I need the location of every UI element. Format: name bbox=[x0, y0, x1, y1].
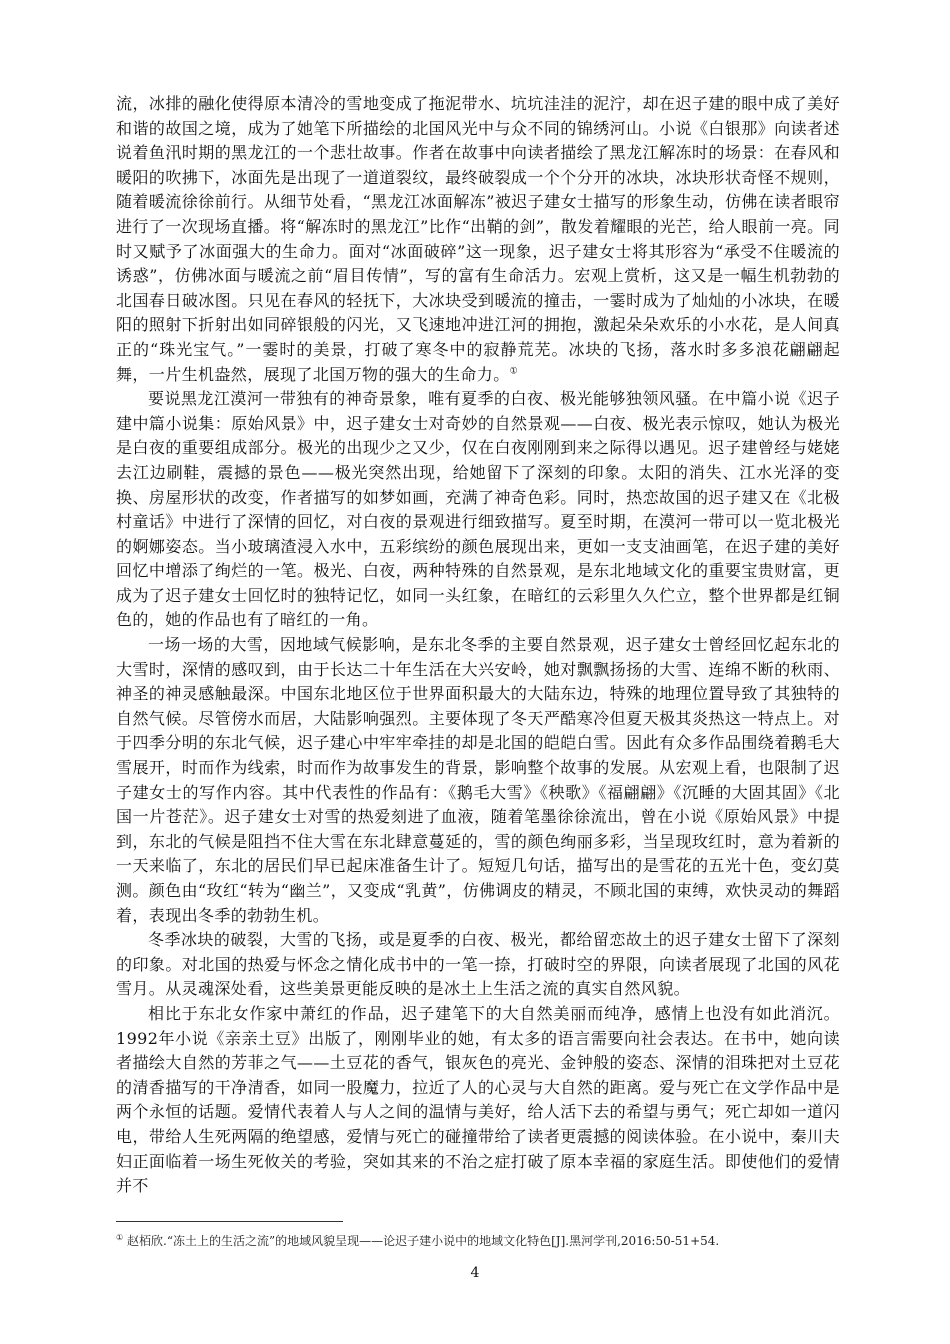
paragraph-2: 要说黑龙江漠河一带独有的神奇景象，唯有夏季的白夜、极光能够独领风骚。在中篇小说《迟子建中篇小说集：原始风景》中，迟子建女士对奇妙的自然景观——白夜、极光表示惊叹，她认为极光是白夜的重要组成部分。极光的出现少之又少，仅在白夜刚刚到来之际得以遇见。迟子建曾经与姥姥去江边刷鞋，震撼的景色——极光突然出现，给她留下了深刻的印象。太阳的消失、江水光泽的变换、房屋形状的改变，作者描写的如梦如画，充满了神奇色彩。同时，热恋故国的迟子建又在《北极村童话》中进行了深情的回忆，对白夜的景观进行细致描写。夏至时期，在漠河一带可以一览北极光的婀娜姿态。当小玻璃渣浸入水中，五彩缤纷的颜色展现出来，更如一支支油画笔，在迟子建的美好回忆中增添了绚烂的一笔。极光、白夜，两种特殊的自然景观，是东北地域文化的重要宝贵财富，更成为了迟子建女士回忆时的独特记忆，如同一头红象，在暗红的云彩里久久伫立，整个世界都是红铜色的，她的作品也有了暗红的一角。 bbox=[116, 389, 840, 630]
paragraph-5: 相比于东北女作家中萧红的作品，迟子建笔下的大自然美丽而纯净，感情上也没有如此消沉。1992年小说《亲亲土豆》出版了，刚刚毕业的她，有太多的语言需要向社会表达。在书中，她向读者描绘大自然的芳菲之气——土豆花的香气，银灰色的亮光、金钟般的姿态、深情的泪珠把对土豆花的清香描写的干净清香，如同一股魔力，拉近了人的心灵与大自然的距离。爱与死亡在文学作品中是两个永恒的话题。爱情代表着人与人之间的温情与美好，给人活下去的希望与勇气；死亡却如一道闪电，带给人生死两隔的绝望感，爱情与死亡的碰撞带给了读者更震撼的阅读体验。在小说中，秦川夫妇正面临着一场生死攸关的考验，突如其来的不治之症打破了原本幸福的家庭生活。即使他们的爱情并不 bbox=[116, 1003, 840, 1196]
footnote-mark: ① bbox=[116, 1233, 124, 1242]
footnote bbox=[116, 1233, 856, 1249]
body-text bbox=[116, 92, 840, 1199]
paragraph-4: 冬季冰块的破裂，大雪的飞扬，或是夏季的白夜、极光，都给留恋故土的迟子建女士留下了深刻的印象。对北国的热爱与怀念之情化成书中的一笔一捺，打破时空的界限，向读者展现了北国的风花雪月。从灵魂深处看，这些美景更能反映的是冰土上生活之流的真实自然风貌。 bbox=[116, 930, 840, 999]
footnote-text: 赵栢欣.“冻土上的生活之流”的地域风貌呈现——论迟子建小说中的地域文化特色[J].黑河学刊,2016:50-51+54. bbox=[127, 1234, 720, 1248]
footnote-separator bbox=[116, 1221, 343, 1222]
page-number: 4 bbox=[470, 1265, 480, 1281]
paragraph-1 bbox=[116, 92, 840, 387]
paragraph-1-text: 流，冰排的融化使得原本清冷的雪地变成了拖泥带水、坑坑洼洼的泥泞，却在迟子建的眼中成了美好和谐的故国之境，成为了她笔下所描绘的北国风光中与众不同的锦绣河山。小说《白银那》向读者述说着鱼汛时期的黑龙江的一个悲壮故事。作者在故事中向读者描绘了黑龙江解冻时的场景：在春风和暖阳的吹拂下，冰面先是出现了一道道裂纹，最终破裂成一个个分开的冰块，冰块形状奇怪不规则，随着暖流徐徐前行。从细节处看，“黑龙江冰面解冻”被迟子建女士描写的形象生动，仿佛在读者眼帘进行了一次现场直播。将“解冻时的黑龙江”比作“出鞘的剑”，散发着耀眼的光芒，给人眼前一亮。同时又赋予了冰面强大的生命力。面对“冰面破碎”这一现象，迟子建女士将其形容为“承受不住暖流的诱惑”，仿佛冰面与暖流之前“眉目传情”，写的富有生命活力。宏观上赏析，这又是一幅生机勃勃的北国春日破冰图。只见在春风的轻抚下，大冰块受到暖流的撞击，一霎时成为了灿灿的小冰块，在暖阳的照射下折射出如同碎银般的闪光，又飞速地冲进江河的拥抱，激起朵朵欢乐的小水花，是人间真正的“珠光宝气。”一霎时的美景，打破了寒冬中的寂静荒芜。冰块的飞扬，落水时多多浪花翩翩起舞，一片生机盎然，展现了北国万物的强大的生命力。 bbox=[116, 94, 840, 384]
footnote-reference[interactable]: ① bbox=[509, 366, 518, 377]
paragraph-3: 一场一场的大雪，因地域气候影响，是东北冬季的主要自然景观，迟子建女士曾经回忆起东北的大雪时，深情的感叹到，由于长达二十年生活在大兴安岭，她对飘飘扬扬的大雪、连绵不断的秋雨、神圣的神灵感触最深。中国东北地区位于世界面积最大的大陆东边，特殊的地理位置导致了其独特的自然气候。尽管傍水而居，大陆影响强烈。主要体现了冬天严酷寒冷但夏天极其炎热这一特点上。对于四季分明的东北气候，迟子建心中牢牢牵挂的却是北国的皑皑白雪。因此有众多作品围绕着鹅毛大雪展开，时而作为线索，时而作为故事发生的背景，影响整个故事的发展。从宏观上看，也限制了迟子建女士的写作内容。其中代表性的作品有：《鹅毛大雪》《秧歌》《福翩翩》《沉睡的大固其固》《北国一片苍茫》。迟子建女士对雪的热爱刻进了血液，随着笔墨徐徐流出，曾在小说《原始风景》中提到，东北的气候是阻挡不住大雪在东北肆意蔓延的，雪的颜色绚丽多彩，当呈现玫红时，意为着新的一天来临了，东北的居民们早已起床准备生计了。短短几句话，描写出的是雪花的五光十色，变幻莫测。颜色由“玫红“转为“幽兰”，又变成“乳黄”，仿佛调皮的精灵，不顾北国的束缚，欢快灵动的舞蹈着，表现出冬季的勃勃生机。 bbox=[116, 635, 840, 925]
